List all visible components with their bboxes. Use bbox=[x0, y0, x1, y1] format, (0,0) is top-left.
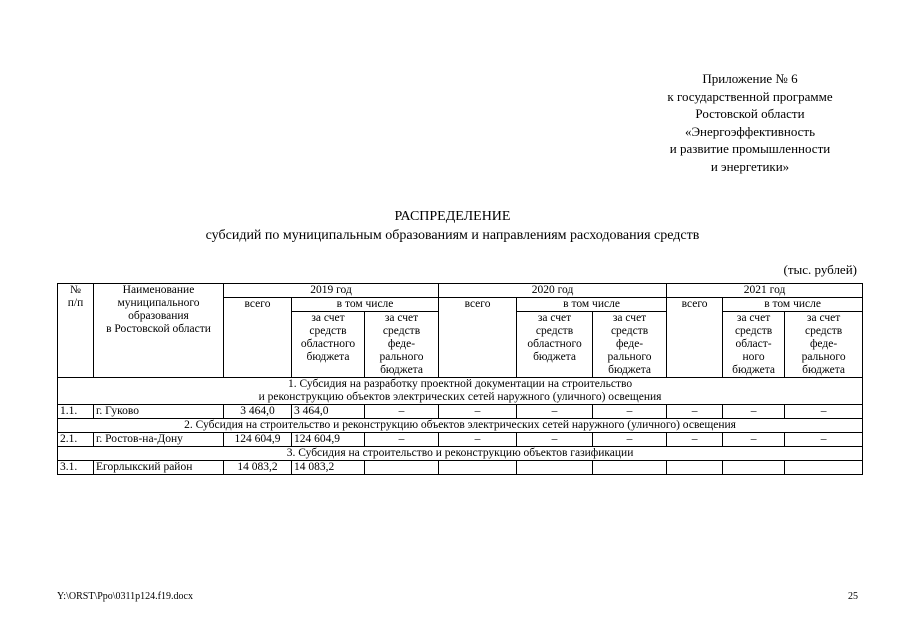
appendix-line: к государственной программе bbox=[667, 88, 833, 104]
total-header: всего bbox=[667, 298, 723, 378]
cell-2021-regional: – bbox=[723, 405, 785, 419]
cell-2020-federal bbox=[593, 461, 667, 475]
cell-2019-federal bbox=[365, 461, 439, 475]
row-num: 2.1. bbox=[58, 433, 94, 447]
section-title: 3. Субсидия на строительство и реконструкцию объектов газификации bbox=[58, 447, 863, 461]
cell-2019-regional: 3 464,0 bbox=[292, 405, 365, 419]
section-title: 1. Субсидия на разработку проектной документации на строительство и реконструкцию объектов электрических сетей наружного (уличного) освещения bbox=[58, 378, 863, 405]
cell-2019-total: 3 464,0 bbox=[224, 405, 292, 419]
appendix-line: и развитие промышленности bbox=[669, 141, 831, 156]
incl-header: в том числе bbox=[292, 298, 439, 312]
subsidy-table bbox=[57, 283, 863, 475]
regional-header: за счет средств област- ного бюджета bbox=[723, 312, 785, 378]
cell-2020-total: – bbox=[439, 433, 517, 447]
incl-header: в том числе bbox=[517, 298, 667, 312]
cell-2019-total: 14 083,2 bbox=[224, 461, 292, 475]
federal-header: за счет средств феде- рального бюджета bbox=[593, 312, 667, 378]
num-header: № п/п bbox=[58, 284, 94, 378]
regional-header: за счет средств областного бюджета bbox=[517, 312, 593, 378]
cell-2021-federal: – bbox=[785, 405, 863, 419]
appendix-line: и энергетики» bbox=[710, 158, 790, 174]
cell-2020-federal: – bbox=[593, 405, 667, 419]
appendix-line: Ростовской области bbox=[695, 106, 805, 121]
cell-2021-regional: – bbox=[723, 433, 785, 447]
header-row-1 bbox=[58, 284, 863, 298]
units-label: (тыс. рублей) bbox=[783, 262, 857, 277]
page-number: 25 bbox=[848, 591, 858, 602]
cell-2021-total: – bbox=[667, 405, 723, 419]
total-header: всего bbox=[439, 298, 517, 378]
cell-2019-total: 124 604,9 bbox=[224, 433, 292, 447]
year-2020-header: 2020 год bbox=[439, 284, 667, 298]
row-num: 3.1. bbox=[58, 461, 94, 475]
table-row bbox=[58, 433, 863, 447]
cell-2020-regional: – bbox=[517, 405, 593, 419]
cell-2019-federal: – bbox=[365, 405, 439, 419]
appendix-line: «Энергоэффективность bbox=[684, 123, 816, 139]
cell-2020-regional bbox=[517, 461, 593, 475]
row-name: Егорлыкский район bbox=[94, 461, 224, 475]
federal-header: за счет средств феде- рального бюджета bbox=[785, 312, 863, 378]
cell-2021-federal: – bbox=[785, 433, 863, 447]
cell-2021-total: – bbox=[667, 433, 723, 447]
year-2019-header: 2019 год bbox=[224, 284, 439, 298]
cell-2019-federal: – bbox=[365, 433, 439, 447]
cell-2019-regional: 124 604,9 bbox=[292, 433, 365, 447]
cell-2020-federal: – bbox=[593, 433, 667, 447]
row-name: г. Ростов-на-Дону bbox=[94, 433, 224, 447]
file-path: Y:\ORST\Ppo\0311p124.f19.docx bbox=[57, 591, 193, 602]
row-name: г. Гуково bbox=[94, 405, 224, 419]
table-row bbox=[58, 405, 863, 419]
section-title: 2. Субсидия на строительство и реконструкцию объектов электрических сетей наружного (уличного) освещения bbox=[58, 419, 863, 433]
regional-header: за счет средств областного бюджета bbox=[292, 312, 365, 378]
cell-2020-regional: – bbox=[517, 433, 593, 447]
total-header: всего bbox=[224, 298, 292, 378]
cell-2021-total bbox=[667, 461, 723, 475]
document-title: РАСПРЕДЕЛЕНИЕ bbox=[394, 209, 511, 224]
cell-2021-regional bbox=[723, 461, 785, 475]
cell-2020-total bbox=[439, 461, 517, 475]
section-row bbox=[58, 378, 863, 405]
section-row bbox=[58, 447, 863, 461]
incl-header: в том числе bbox=[723, 298, 863, 312]
appendix-line: Приложение № 6 bbox=[702, 71, 798, 86]
section-row bbox=[58, 419, 863, 433]
table-row bbox=[58, 461, 863, 475]
row-num: 1.1. bbox=[58, 405, 94, 419]
cell-2020-total: – bbox=[439, 405, 517, 419]
cell-2019-regional: 14 083,2 bbox=[292, 461, 365, 475]
year-2021-header: 2021 год bbox=[667, 284, 863, 298]
federal-header: за счет средств феде- рального бюджета bbox=[365, 312, 439, 378]
name-header: Наименование муниципального образования в Ростовской области bbox=[94, 284, 224, 378]
document-subtitle: субсидий по муниципальным образованиям и направлениям расходования средств bbox=[205, 228, 700, 243]
cell-2021-federal bbox=[785, 461, 863, 475]
appendix-header bbox=[600, 70, 900, 175]
